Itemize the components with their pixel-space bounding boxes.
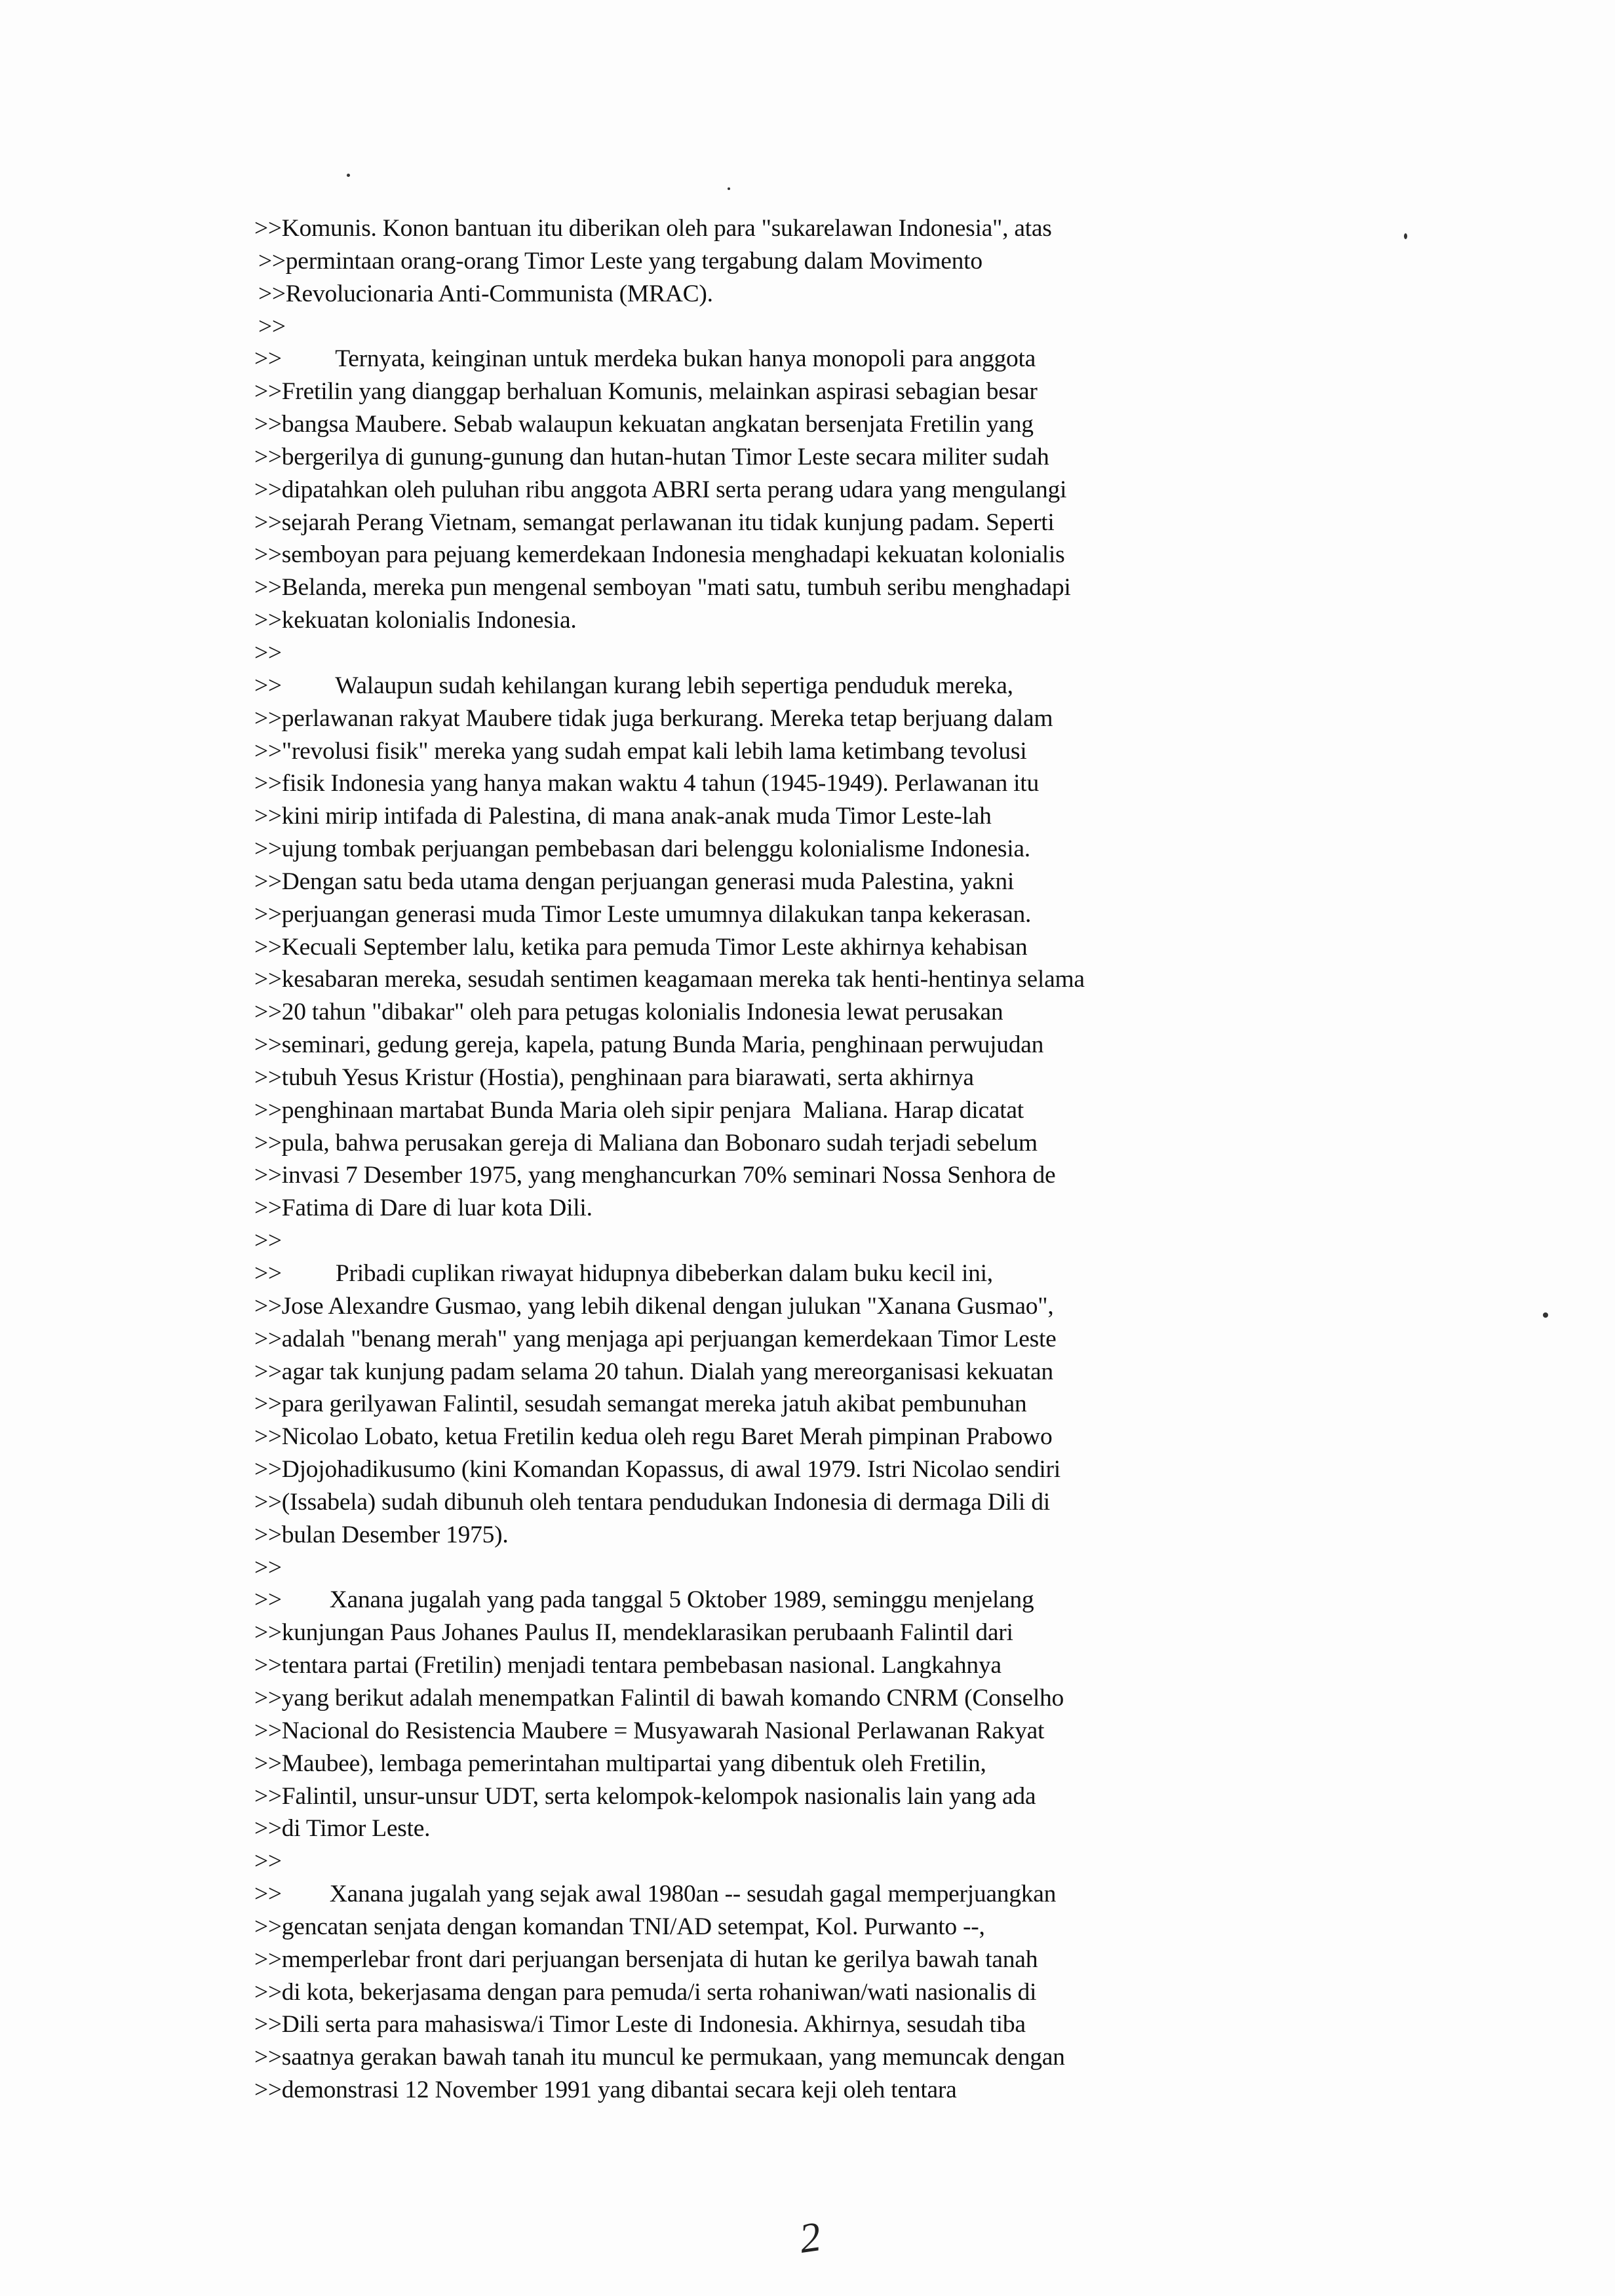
text-line: >>: [258, 313, 286, 340]
text-line: >>Fretilin yang dianggap berhaluan Komunis, melainkan aspirasi sebagian besar: [254, 378, 1038, 406]
text-line: >>bulan Desember 1975).: [254, 1521, 509, 1548]
text-line: >>kunjungan Paus Johanes Paulus II, mendeklarasikan perubaanh Falintil dari: [254, 1619, 1013, 1647]
text-line: >>agar tak kunjung padam selama 20 tahun. Dialah yang mereorganisasi kekuatan: [254, 1358, 1053, 1385]
text-line: >>perjuangan generasi muda Timor Leste umumnya dilakukan tanpa kekerasan.: [254, 900, 1032, 928]
text-line: >>di kota, bekerjasama dengan para pemuda/i serta rohaniwan/wati nasionalis di: [254, 1978, 1037, 2006]
text-line: >>permintaan orang-orang Timor Leste yang tergabung dalam Movimento: [258, 247, 983, 275]
text-line: >>saatnya gerakan bawah tanah itu muncul ke permukaan, yang memuncak dengan: [254, 2044, 1065, 2071]
text-line: >> Ternyata, keinginan untuk merdeka bukan hanya monopoli para anggota: [254, 345, 1036, 373]
text-line: >>Kecuali September lalu, ketika para pemuda Timor Leste akhirnya kehabisan: [254, 933, 1028, 961]
document-body: [254, 212, 1460, 2107]
text-line: >>Komunis. Konon bantuan itu diberikan oleh para "sukarelawan Indonesia", atas: [254, 215, 1052, 242]
text-line: >>gencatan senjata dengan komandan TNI/AD setempat, Kol. Purwanto --,: [254, 1913, 985, 1940]
text-line: >>semboyan para pejuang kemerdekaan Indonesia menghadapi kekuatan kolonialis: [254, 541, 1065, 569]
text-line: >>ujung tombak perjuangan pembebasan dari belenggu kolonialisme Indonesia.: [254, 835, 1030, 863]
text-line: >>Jose Alexandre Gusmao, yang lebih dikenal dengan julukan "Xanana Gusmao",: [254, 1292, 1054, 1320]
text-line: >>penghinaan martabat Bunda Maria oleh sipir penjara Maliana. Harap dicatat: [254, 1096, 1024, 1124]
text-line: >>pula, bahwa perusakan gereja di Maliana dan Bobonaro sudah terjadi sebelum: [254, 1129, 1038, 1157]
text-line: >>dipatahkan oleh puluhan ribu anggota ABRI serta perang udara yang mengulangi: [254, 476, 1067, 503]
scan-speck: [1543, 1312, 1548, 1318]
text-line: >>seminari, gedung gereja, kapela, patung Bunda Maria, penghinaan perwujudan: [254, 1031, 1044, 1059]
text-line: >>kini mirip intifada di Palestina, di mana anak-anak muda Timor Leste-lah: [254, 803, 992, 830]
text-line: >>Dili serta para mahasiswa/i Timor Leste di Indonesia. Akhirnya, sesudah tiba: [254, 2011, 1026, 2038]
text-line: >> Pribadi cuplikan riwayat hidupnya dibeberkan dalam buku kecil ini,: [254, 1260, 993, 1287]
text-line: >>Nacional do Resistencia Maubere = Musyawarah Nasional Perlawanan Rakyat: [254, 1717, 1045, 1744]
text-line: >>Belanda, mereka pun mengenal semboyan "mati satu, tumbuh seribu menghadapi: [254, 574, 1071, 602]
text-line: >>: [254, 1227, 282, 1255]
text-line: >>Maubee), lembaga pemerintahan multipartai yang dibentuk oleh Fretilin,: [254, 1750, 986, 1777]
text-line: >> Xanana jugalah yang sejak awal 1980an -- sesudah gagal memperjuangkan: [254, 1881, 1057, 1908]
text-line: >>20 tahun "dibakar" oleh para petugas kolonialis Indonesia lewat perusakan: [254, 999, 1003, 1026]
text-line: >>(Issabela) sudah dibunuh oleh tentara pendudukan Indonesia di dermaga Dili di: [254, 1488, 1050, 1516]
text-line: >>yang berikut adalah menempatkan Falintil di bawah komando CNRM (Conselho: [254, 1684, 1064, 1712]
text-line: >>Nicolao Lobato, ketua Fretilin kedua oleh regu Baret Merah pimpinan Prabowo: [254, 1423, 1053, 1451]
text-line: >>Revolucionaria Anti-Communista (MRAC).: [258, 280, 713, 307]
text-line: >> Xanana jugalah yang pada tanggal 5 Oktober 1989, seminggu menjelang: [254, 1586, 1034, 1614]
scan-speck: [347, 174, 350, 177]
text-line: >>demonstrasi 12 November 1991 yang dibantai secara keji oleh tentara: [254, 2076, 957, 2104]
text-line: >>memperlebar front dari perjuangan bersenjata di hutan ke gerilya bawah tanah: [254, 1945, 1038, 1973]
text-line: >>perlawanan rakyat Maubere tidak juga berkurang. Mereka tetap berjuang dalam: [254, 704, 1053, 732]
text-line: >>Falintil, unsur-unsur UDT, serta kelompok-kelompok nasionalis lain yang ada: [254, 1782, 1036, 1810]
text-line: >>fisik Indonesia yang hanya makan waktu 4 tahun (1945-1949). Perlawanan itu: [254, 770, 1039, 797]
text-line: >>bangsa Maubere. Sebab walaupun kekuatan angkatan bersenjata Fretilin yang: [254, 411, 1034, 438]
text-line: >>para gerilyawan Falintil, sesudah semangat mereka jatuh akibat pembunuhan: [254, 1390, 1027, 1418]
text-line: >>kekuatan kolonialis Indonesia.: [254, 607, 577, 634]
text-line: >>adalah "benang merah" yang menjaga api perjuangan kemerdekaan Timor Leste: [254, 1325, 1057, 1352]
text-line: >>"revolusi fisik" mereka yang sudah empat kali lebih lama ketimbang tevolusi: [254, 737, 1027, 765]
text-line: >>: [254, 639, 282, 666]
text-line: >>: [254, 1848, 282, 1875]
text-line: >>di Timor Leste.: [254, 1815, 431, 1843]
text-line: >> Walaupun sudah kehilangan kurang lebih sepertiga penduduk mereka,: [254, 672, 1013, 699]
text-line: >>invasi 7 Desember 1975, yang menghancurkan 70% seminari Nossa Senhora de: [254, 1162, 1056, 1189]
text-line: >>bergerilya di gunung-gunung dan hutan-hutan Timor Leste secara militer sudah: [254, 443, 1049, 470]
text-line: >>Dengan satu beda utama dengan perjuangan generasi muda Palestina, yakni: [254, 868, 1015, 895]
text-line: >>tubuh Yesus Kristur (Hostia), penghinaan para biarawati, serta akhirnya: [254, 1063, 974, 1091]
text-line: >>Djojohadikusumo (kini Komandan Kopassus, di awal 1979. Istri Nicolao sendiri: [254, 1456, 1060, 1483]
text-line: >>kesabaran mereka, sesudah sentimen keagamaan mereka tak henti-hentinya selama: [254, 966, 1085, 993]
text-line: >>: [254, 1554, 282, 1581]
handwritten-page-number: 2: [796, 2213, 824, 2262]
scan-speck: [728, 187, 730, 190]
text-line: >>Fatima di Dare di luar kota Dili.: [254, 1195, 593, 1222]
text-line: >>sejarah Perang Vietnam, semangat perlawanan itu tidak kunjung padam. Seperti: [254, 508, 1055, 536]
text-line: >>tentara partai (Fretilin) menjadi tentara pembebasan nasional. Langkahnya: [254, 1652, 1002, 1679]
